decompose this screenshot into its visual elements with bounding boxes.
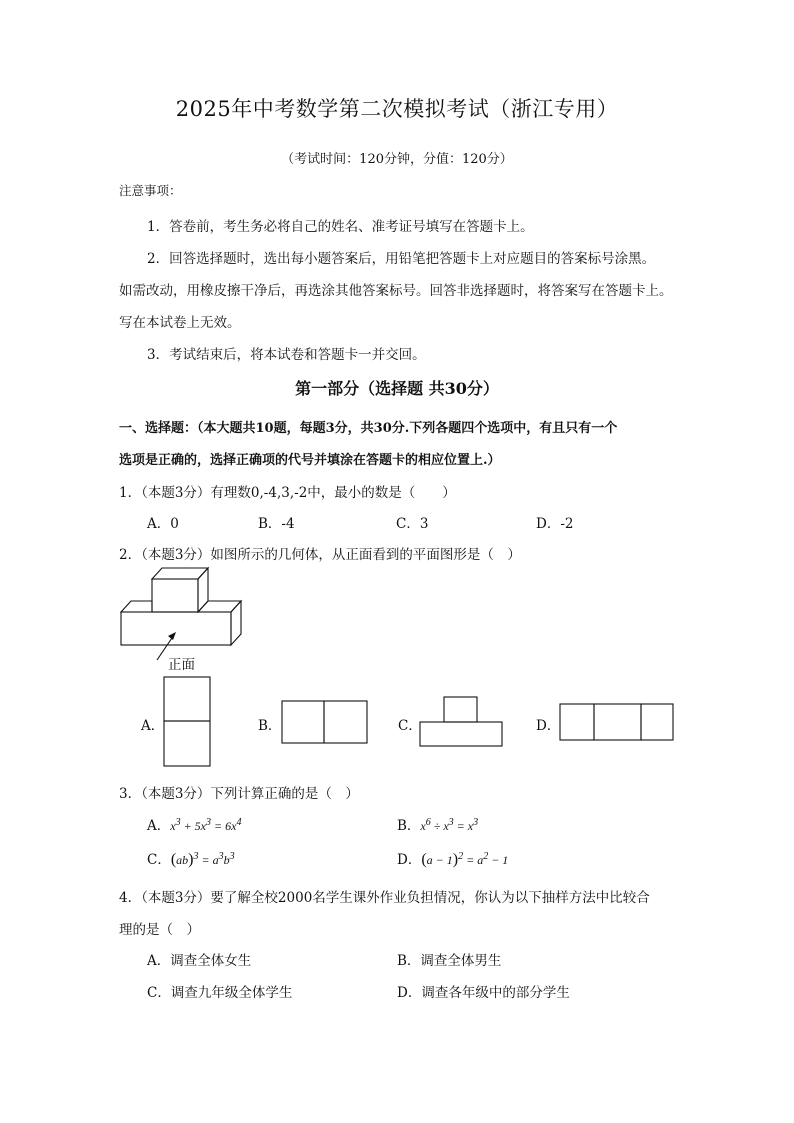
notice-item-1: 1．答卷前，考生务必将自己的姓名、准考证号填写在答题卡上。 <box>147 219 534 235</box>
question-3-option-b-label: B． <box>397 818 421 834</box>
notice-item-2-line-2: 如需改动，用橡皮擦干净后，再选涂其他答案标号。回答非选择题时，将答案写在答题卡上。 <box>119 283 673 299</box>
option-c-figure <box>418 695 504 749</box>
question-2-option-a-label: A． <box>141 718 165 734</box>
question-1-option-d: D．-2 <box>536 516 574 532</box>
question-4-option-c: C．调查九年级全体学生 <box>147 985 293 1001</box>
question-3-option-c-label: C． <box>147 852 171 868</box>
question-4-option-a: A．调查全体女生 <box>147 953 252 969</box>
question-1-stem: 1．（本题3分）有理数0,-4,3,-2中，最小的数是（ ） <box>119 485 456 501</box>
question-1-option-b: B．-4 <box>258 516 295 532</box>
question-3-option-d-label: D． <box>397 852 422 868</box>
option-b-figure <box>280 699 369 745</box>
section-description-line-2: 选项是正确的，选择正确项的代号并填涂在答题卡的相应位置上.） <box>119 453 501 468</box>
question-4-stem-line-2: 理的是（ ） <box>119 922 200 938</box>
question-3-stem: 3．（本题3分）下列计算正确的是（ ） <box>119 786 359 802</box>
question-2-option-b-label: B． <box>258 718 282 734</box>
section-description-line-1: （本大题共10题，每题3分，共30分.下列各题四个选项中，有且只有一个 <box>197 421 618 436</box>
question-1-option-a: A．0 <box>147 516 179 532</box>
question-1-option-c: C．3 <box>396 516 429 532</box>
exam-time-info: （考试时间：120分钟，分值：120分） <box>281 152 513 167</box>
formula-a: $x^3 + 5x^3 = 6x^4$ <box>170 817 242 833</box>
question-3-option-a <box>147 814 241 834</box>
question-4-option-b: B．调查全体男生 <box>397 953 502 969</box>
question-2-stem: 2．（本题3分）如图所示的几何体，从正面看到的平面图形是（ ） <box>119 547 521 563</box>
formula-d: $(a - 1)^2 = a^2 - 1$ <box>421 851 509 868</box>
section-label: 一、选择题： <box>119 421 198 436</box>
question-3-option-a-label: A． <box>147 818 171 834</box>
question-4-option-d: D．调查各年级中的部分学生 <box>397 985 570 1001</box>
front-view-label: 正面 <box>168 657 195 673</box>
question-3-option-b <box>397 814 478 834</box>
question-2-option-c-label: C． <box>398 718 422 734</box>
question-4-stem-line-1: 4．（本题3分）要了解全校2000名学生课外作业负担情况，你认为以下抽样方法中比较合 <box>119 890 650 906</box>
part-one-title: 第一部分（选择题 共30分） <box>295 379 499 398</box>
formula-c: $(ab)^3 = a^3b^3$ <box>170 851 235 868</box>
page-title: 2025年中考数学第二次模拟考试（浙江专用） <box>175 97 619 121</box>
notice-heading: 注意事项： <box>119 183 182 198</box>
notice-item-2-line-1: 2．回答选择题时，选出每小题答案后，用铅笔把答题卡上对应题目的答案标号涂黑。 <box>147 251 656 267</box>
question-2-option-d-label: D． <box>536 718 561 734</box>
section-heading <box>119 417 617 436</box>
question-3-option-d <box>397 848 508 869</box>
notice-item-2-line-3: 写在本试卷上无效。 <box>119 315 241 331</box>
option-d-figure <box>558 702 675 742</box>
question-3-option-c <box>147 848 235 869</box>
option-a-figure <box>162 675 212 768</box>
notice-item-3: 3．考试结束后，将本试卷和答题卡一并交回。 <box>147 347 426 363</box>
formula-b: $x^6 \div x^3 = x^3$ <box>420 817 479 833</box>
